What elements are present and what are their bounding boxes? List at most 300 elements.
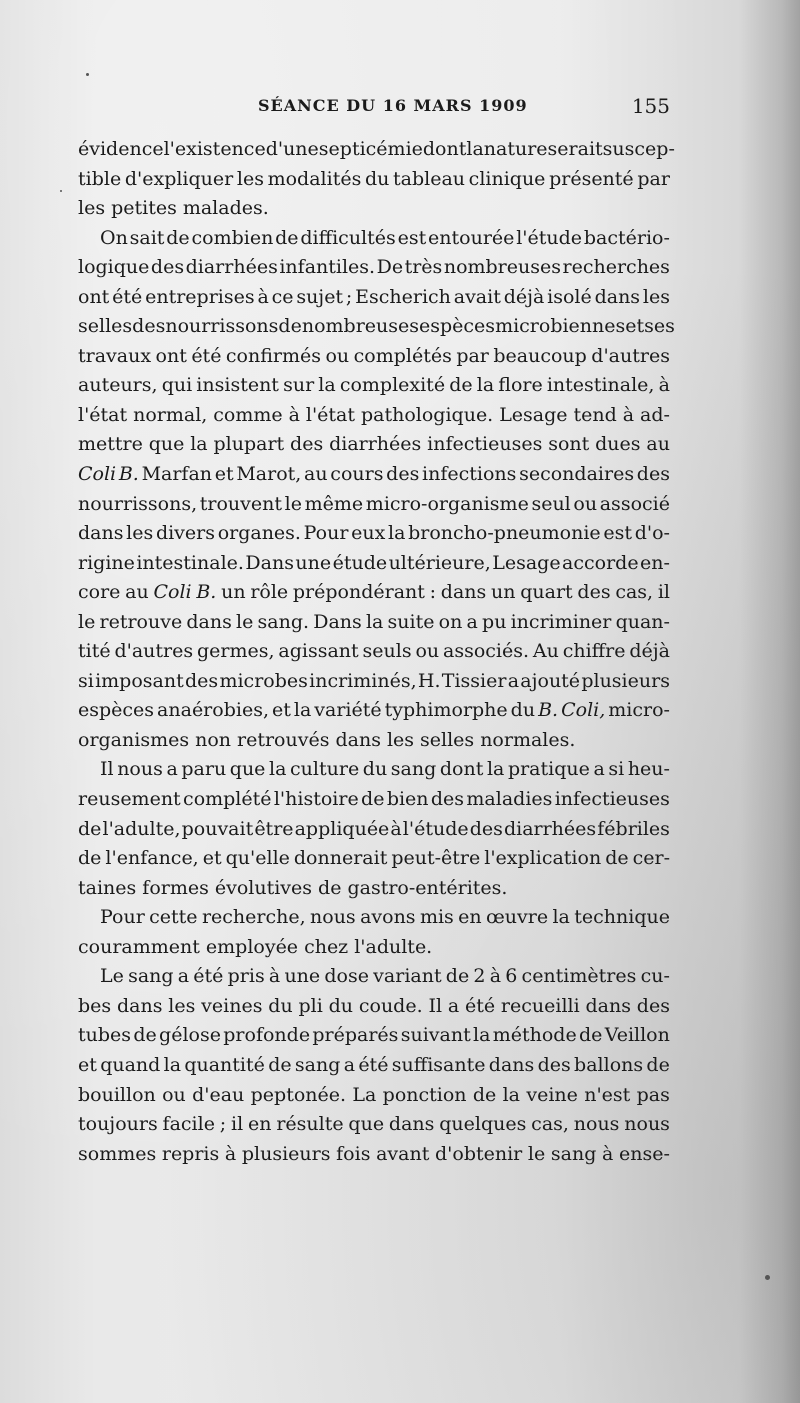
text-line <box>78 371 670 401</box>
word: d'obtenir <box>435 1142 523 1165</box>
text-line <box>78 1110 670 1140</box>
text-line <box>78 194 670 224</box>
word: septicémie <box>318 138 423 160</box>
word: entreprises <box>145 285 255 308</box>
word: déjà <box>503 285 545 308</box>
body-text <box>78 135 675 1169</box>
word: d'expliquer <box>124 167 234 190</box>
word: bes <box>78 994 112 1017</box>
word: B. <box>118 463 139 486</box>
word: ses <box>644 315 675 338</box>
word: dans <box>594 285 641 308</box>
word: modalités <box>267 167 362 190</box>
word: et <box>214 463 234 486</box>
word: nourrissons, <box>78 492 198 515</box>
word: B. <box>196 581 217 604</box>
word: cer- <box>632 847 670 870</box>
word: l'adulte. <box>354 935 433 958</box>
word: microbiennes <box>495 315 626 338</box>
word: de <box>449 374 473 397</box>
text-line <box>78 490 670 520</box>
word: a <box>466 610 478 633</box>
word: Coli <box>153 581 192 604</box>
word: est <box>603 522 633 545</box>
word: selles <box>420 728 475 751</box>
word: intestinale, <box>546 374 655 397</box>
text-line <box>78 608 670 638</box>
word: bouillon <box>78 1083 156 1106</box>
word: d'autres <box>591 344 670 367</box>
word: organes. <box>217 522 301 545</box>
word: les <box>126 522 154 545</box>
word: ponction <box>382 1083 467 1106</box>
word: des <box>430 788 465 811</box>
word: agissant <box>278 640 359 663</box>
word: un <box>491 581 516 604</box>
word: la <box>476 374 495 397</box>
word: résulte <box>276 1113 344 1136</box>
word: cas, <box>615 581 654 604</box>
word: normal, <box>133 403 208 426</box>
word: déjà <box>629 640 670 663</box>
word: diarrhées <box>503 817 597 840</box>
word: nous <box>117 758 163 781</box>
text-line <box>78 283 670 313</box>
word: mis <box>419 906 454 929</box>
word: dans <box>116 994 163 1017</box>
word: un <box>221 581 246 604</box>
word: les <box>236 167 264 190</box>
word: sang <box>294 1053 341 1076</box>
word: des <box>537 1053 571 1076</box>
word: rôle <box>250 581 289 604</box>
word: cette <box>149 906 198 929</box>
text-line <box>78 667 670 697</box>
word: méthode <box>492 1024 577 1047</box>
word: gélose <box>159 1024 221 1047</box>
word: au <box>646 433 670 456</box>
word: Pour <box>303 522 349 545</box>
word: difficultés <box>300 226 396 249</box>
word: rigine <box>78 551 135 574</box>
word: seul <box>531 492 571 515</box>
word: la <box>163 1053 182 1076</box>
word: préparés <box>312 1024 399 1047</box>
word: d'o- <box>634 522 670 545</box>
word: 6 <box>505 965 518 988</box>
word: sang <box>390 758 437 781</box>
word: la <box>388 522 406 545</box>
text-line <box>78 135 675 165</box>
word: une <box>284 965 321 988</box>
word: dose <box>324 965 369 988</box>
word: à <box>224 1142 237 1165</box>
word: employée <box>205 935 299 958</box>
word: la <box>269 758 287 781</box>
word: confirmés <box>225 344 321 367</box>
word: micro- <box>608 699 670 722</box>
word: qu'elle <box>225 847 290 870</box>
word: malades. <box>182 197 269 220</box>
word: cours <box>330 463 384 486</box>
word: nous <box>573 1113 620 1136</box>
text-line <box>78 253 670 283</box>
word: ont <box>78 285 110 308</box>
word: de <box>579 1024 603 1047</box>
word: du <box>510 699 536 722</box>
word: fois <box>336 1142 371 1165</box>
word: avant <box>376 1142 430 1165</box>
word: à <box>658 374 670 397</box>
text-line <box>78 844 670 874</box>
word: des <box>636 463 670 486</box>
word: a <box>593 758 605 781</box>
word: espèces <box>419 315 496 338</box>
word: avait <box>453 285 501 308</box>
word: Tissier <box>441 669 507 692</box>
word: dont <box>422 138 467 160</box>
text-line <box>78 992 670 1022</box>
text-line <box>78 519 670 549</box>
word: entourée <box>428 226 515 249</box>
word: cu- <box>640 965 670 988</box>
word: sur <box>283 374 315 397</box>
word: 2 <box>473 965 486 988</box>
word: de <box>166 226 190 249</box>
text-line <box>78 785 670 815</box>
word: mettre <box>78 433 143 456</box>
word: d'une <box>265 138 319 160</box>
word: l'état <box>78 403 128 426</box>
word: logique <box>78 256 150 279</box>
word: même <box>304 492 364 515</box>
text-line <box>78 815 670 845</box>
word: des <box>469 817 503 840</box>
word: technique <box>574 906 670 929</box>
word: retrouvés <box>237 728 330 751</box>
word: nous <box>310 906 356 929</box>
word: heu- <box>627 758 670 781</box>
text-line <box>78 430 670 460</box>
word: infantiles. <box>279 256 376 279</box>
word: comme <box>213 403 283 426</box>
word: veine <box>526 1083 578 1106</box>
word: seuls <box>362 640 412 663</box>
word: dans <box>186 610 232 633</box>
word: que <box>148 433 185 456</box>
word: évidence <box>78 138 164 160</box>
word: infectieuses <box>427 433 543 456</box>
word: cas, <box>531 1113 569 1136</box>
word: flore <box>498 374 543 397</box>
text-line <box>78 549 670 579</box>
word: pu <box>482 610 507 633</box>
word: peptonée. <box>250 1083 347 1106</box>
word: des <box>636 994 670 1017</box>
word: le <box>284 492 302 515</box>
word: dans <box>440 581 487 604</box>
word: imposant <box>95 669 184 692</box>
word: eux <box>351 522 386 545</box>
word: plupart <box>213 433 285 456</box>
text-line <box>78 578 670 608</box>
word: au <box>304 463 328 486</box>
word: coude. <box>358 994 423 1017</box>
word: De <box>376 256 404 279</box>
word: associés. <box>443 640 530 663</box>
word: quand <box>100 1053 161 1076</box>
word: incriminés, <box>309 669 417 692</box>
text-line <box>78 874 670 904</box>
word: l'état <box>305 403 356 426</box>
word: appliquée <box>294 817 390 840</box>
word: tité <box>78 640 111 663</box>
word: clinique <box>468 167 546 190</box>
word: normales. <box>480 728 576 751</box>
text-line <box>78 1051 670 1081</box>
word: accorde <box>562 551 639 574</box>
word: l'existence <box>163 138 266 160</box>
word: le <box>527 1142 546 1165</box>
scan-speck <box>60 190 62 192</box>
word: la <box>486 758 505 781</box>
word: du <box>268 994 293 1017</box>
word: donnerait <box>293 847 388 870</box>
word: nombreuses <box>443 256 561 279</box>
word: en <box>458 906 482 929</box>
word: dues <box>595 433 641 456</box>
word: intestinale. <box>136 551 244 574</box>
word: pratique <box>507 758 590 781</box>
word: insistent <box>196 374 279 397</box>
word: quan- <box>615 610 670 633</box>
word: d'eau <box>192 1083 245 1106</box>
word: Lesage <box>492 551 561 574</box>
word: ultérieure, <box>388 551 491 574</box>
text-line <box>78 1081 670 1111</box>
word: diarrhées <box>329 433 422 456</box>
word: selles <box>78 315 133 338</box>
text-line <box>78 637 670 667</box>
word: de <box>361 788 385 811</box>
word: n'est <box>584 1083 631 1106</box>
word: Coli <box>78 463 117 486</box>
word: de <box>646 1053 670 1076</box>
word: diarrhées <box>185 256 278 279</box>
word: du <box>364 167 390 190</box>
word: espèces <box>78 699 155 722</box>
text-line <box>78 165 670 195</box>
word: dans <box>78 522 124 545</box>
word: recueilli <box>500 994 580 1017</box>
word: organismes <box>78 728 190 751</box>
word: ont <box>155 344 187 367</box>
word: de <box>445 965 470 988</box>
word: sujet <box>296 285 344 308</box>
word: sont <box>548 433 590 456</box>
word: des <box>185 669 219 692</box>
word: pris <box>227 965 265 988</box>
word: ad- <box>640 403 670 426</box>
word: pli <box>298 994 323 1017</box>
word: été <box>358 1053 389 1076</box>
text-line <box>78 224 670 254</box>
word: auteurs, <box>78 374 158 397</box>
word: et <box>78 1053 97 1076</box>
word: tible <box>78 167 122 190</box>
word: de <box>472 1083 497 1106</box>
word: chiffre <box>562 640 626 663</box>
word: profonde <box>223 1024 311 1047</box>
word: a <box>177 965 190 988</box>
word: Escherich <box>355 285 451 308</box>
word: la <box>365 610 384 633</box>
word: que <box>348 1113 385 1136</box>
text-line <box>78 755 670 785</box>
word: l'adulte, <box>102 817 181 840</box>
word: de <box>78 847 102 870</box>
word: on <box>438 610 463 633</box>
word: incriminer <box>510 610 612 633</box>
word: et <box>625 315 645 338</box>
word: bien <box>386 788 429 811</box>
word: quantité <box>184 1053 265 1076</box>
word: les <box>642 285 670 308</box>
text-line <box>78 903 670 933</box>
word: l'histoire <box>273 788 359 811</box>
word: été <box>193 965 224 988</box>
word: Pour <box>100 906 145 929</box>
word: repris <box>161 1142 220 1165</box>
word: ou <box>415 640 440 663</box>
word: gastro-entérites. <box>347 876 508 899</box>
word: sang. <box>257 610 310 633</box>
word: Il <box>100 758 114 781</box>
word: une <box>295 551 332 574</box>
word: infectieuses <box>554 788 670 811</box>
word: ou <box>325 344 350 367</box>
word: isolé <box>547 285 592 308</box>
word: suffisante <box>391 1053 486 1076</box>
word: des <box>386 463 420 486</box>
word: a <box>166 758 178 781</box>
word: l'enfance, <box>105 847 199 870</box>
word: si <box>608 758 625 781</box>
word: de <box>275 226 299 249</box>
word: quart <box>520 581 573 604</box>
word: secondaires <box>519 463 635 486</box>
word: l'étude <box>402 817 469 840</box>
word: nature <box>483 138 548 160</box>
word: de <box>133 1024 157 1047</box>
running-head: SÉANCE DU 16 MARS 1909 <box>258 96 528 115</box>
word: au <box>125 581 149 604</box>
text-line <box>78 962 670 992</box>
word: plusieurs <box>581 669 670 692</box>
word: par <box>456 344 489 367</box>
word: recherche, <box>201 906 306 929</box>
word: œuvre <box>486 906 549 929</box>
word: suscep- <box>602 138 675 160</box>
word: Il <box>428 994 443 1017</box>
word: les <box>386 728 415 751</box>
word: des <box>290 433 324 456</box>
word: core <box>78 581 121 604</box>
word: variété <box>314 699 382 722</box>
word: des <box>150 256 185 279</box>
word: maladies <box>466 788 553 811</box>
word: couramment <box>78 935 200 958</box>
word: été <box>112 285 143 308</box>
word: travaux <box>78 344 152 367</box>
word: fébriles <box>597 817 670 840</box>
word: complété <box>183 788 272 811</box>
word: plusieurs <box>241 1142 331 1165</box>
word: Marfan <box>141 463 213 486</box>
word: sang <box>550 1142 597 1165</box>
word: sang <box>128 965 174 988</box>
word: été <box>191 344 222 367</box>
word: les <box>78 197 106 220</box>
word: prépondérant <box>292 581 425 604</box>
word: B. <box>538 699 559 722</box>
word: en <box>248 1113 272 1136</box>
word: la <box>552 906 570 929</box>
word: Marot, <box>236 463 302 486</box>
word: de <box>78 817 102 840</box>
word: à <box>268 965 281 988</box>
page-number: 155 <box>631 94 670 118</box>
word: tubes <box>78 1024 132 1047</box>
word: est <box>397 226 427 249</box>
word: ajouté <box>520 669 581 692</box>
word: le <box>236 610 254 633</box>
word: micro-organisme <box>365 492 529 515</box>
word: dans <box>585 994 631 1017</box>
word: : <box>429 581 437 604</box>
word: ; <box>219 1113 227 1136</box>
word: anaérobies, <box>157 699 269 722</box>
word: non <box>195 728 232 751</box>
word: quelques <box>439 1113 527 1136</box>
word: à <box>390 817 402 840</box>
text-line <box>78 696 670 726</box>
word: complétés <box>353 344 452 367</box>
word: pas <box>636 1083 670 1106</box>
word: reusement <box>78 788 181 811</box>
page-header <box>78 93 670 119</box>
word: ballons <box>574 1053 644 1076</box>
word: l'explication <box>484 847 602 870</box>
word: variant <box>373 965 442 988</box>
word: Le <box>100 965 124 988</box>
word: Coli, <box>561 699 606 722</box>
word: évolutives <box>214 876 313 899</box>
word: d'autres <box>114 640 194 663</box>
word: la <box>466 138 484 160</box>
text-line <box>78 401 670 431</box>
word: centimètres <box>521 965 637 988</box>
word: tend <box>573 403 617 426</box>
word: suite <box>387 610 435 633</box>
word: ce <box>271 285 294 308</box>
word: à <box>602 1142 614 1165</box>
word: Au <box>532 640 559 663</box>
word: ense- <box>618 1142 670 1165</box>
word: si <box>78 669 94 692</box>
word: Lesage <box>499 403 568 426</box>
word: la <box>473 1024 491 1047</box>
